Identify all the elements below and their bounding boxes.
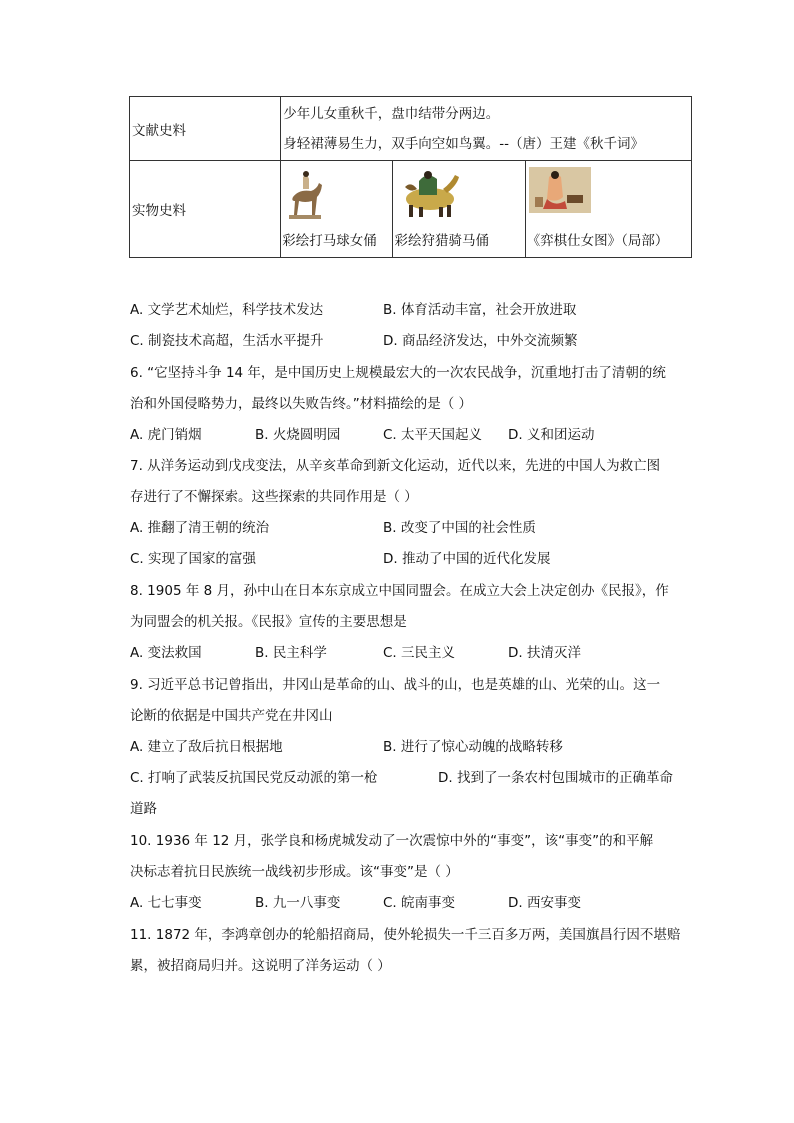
q10-option-b: B. 九一八事变 <box>255 895 341 911</box>
q6-option-b: B. 火烧圆明园 <box>255 427 341 443</box>
q7-option-b: B. 改变了中国的社会性质 <box>383 520 536 536</box>
q5-option-c: C. 制瓷技术高超，生活水平提升 <box>130 333 324 349</box>
q6-stem-line1: 6. “它坚持斗争 14 年，是中国历史上规模最宏大的一次农民战争，沉重地打击了清朝的统 <box>130 365 666 381</box>
poem-line: 少年儿女重秋千，盘巾结带分两边。 <box>283 105 500 122</box>
q9-stem-line2: 论断的依据是中国共产党在井冈山 <box>130 708 333 724</box>
row-label: 文献史料 <box>130 97 281 161</box>
q8-option-b: B. 民主科学 <box>255 645 327 661</box>
q9-option-d: D. 找到了一条农村包围城市的正确革命 <box>438 770 673 786</box>
q9-option-a: A. 建立了敌后抗日根据地 <box>130 739 283 755</box>
poem-line: 身轻裙薄易生力，双手向空如鸟翼。--（唐）王建《秋千词》 <box>283 135 645 152</box>
q5-option-b: B. 体育活动丰富，社会开放进取 <box>383 302 577 318</box>
q8-option-a: A. 变法救国 <box>130 645 202 661</box>
q7-option-d: D. 推动了中国的近代化发展 <box>383 551 551 567</box>
q5-option-d: D. 商品经济发达，中外交流频繁 <box>383 333 578 349</box>
table-row <box>130 161 692 258</box>
painting-excerpt-image <box>529 167 591 213</box>
q11-stem-line2: 累，被招商局归并。这说明了洋务运动（ ） <box>130 958 391 974</box>
q6-option-c: C. 太平天国起义 <box>383 427 483 443</box>
q8-option-d: D. 扶清灭洋 <box>508 645 581 661</box>
q5-option-a: A. 文学艺术灿烂，科学技术发达 <box>130 302 324 318</box>
artifact-caption: 彩绘打马球女俑 <box>282 233 377 249</box>
artifact-caption: 彩绘狩猎骑马俑 <box>394 233 489 249</box>
q9-option-d-continued: 道路 <box>130 801 157 817</box>
q10-option-c: C. 皖南事变 <box>383 895 456 911</box>
q7-option-c: C. 实现了国家的富强 <box>130 551 257 567</box>
q7-stem-line1: 7. 从洋务运动到戊戌变法，从辛亥革命到新文化运动，近代以来，先进的中国人为救亡图 <box>130 458 661 474</box>
q10-option-d: D. 西安事变 <box>508 895 581 911</box>
hunting-horse-figurine-image <box>397 167 463 221</box>
q6-option-d: D. 义和团运动 <box>508 427 595 443</box>
poem-cell <box>281 97 692 161</box>
source-table <box>129 96 692 258</box>
artifact-caption: 《弈棋仕女图》（局部） <box>526 233 669 249</box>
table-row <box>130 97 692 161</box>
q7-option-a: A. 推翻了清王朝的统治 <box>130 520 270 536</box>
q10-stem-line1: 10. 1936 年 12 月，张学良和杨虎城发动了一次震惊中外的“事变”，该“事变”的和平解 <box>130 833 654 849</box>
polo-horse-figurine-image <box>285 167 325 221</box>
q10-option-a: A. 七七事变 <box>130 895 202 911</box>
artifact-cell <box>281 161 393 258</box>
q11-stem-line1: 11. 1872 年，李鸿章创办的轮船招商局，使外轮损失一千三百多万两，美国旗昌行因不堪赔 <box>130 927 681 943</box>
q9-stem-line1: 9. 习近平总书记曾指出，井冈山是革命的山、战斗的山，也是英雄的山、光荣的山。这一 <box>130 677 661 693</box>
q9-option-c: C. 打响了武装反抗国民党反动派的第一枪 <box>130 770 378 786</box>
q6-stem-line2: 治和外国侵略势力，最终以失败告终。”材料描绘的是（ ） <box>130 396 473 412</box>
artifact-cell <box>525 161 691 258</box>
q8-stem-line1: 8. 1905 年 8 月，孙中山在日本东京成立中国同盟会。在成立大会上决定创办《民报》，作 <box>130 583 669 599</box>
q10-stem-line2: 决标志着抗日民族统一战线初步形成。该“事变”是（ ） <box>130 864 459 880</box>
artifact-cell <box>393 161 525 258</box>
row-label: 实物史料 <box>130 161 281 258</box>
q6-option-a: A. 虎门销烟 <box>130 427 202 443</box>
q7-stem-line2: 存进行了不懈探索。这些探索的共同作用是（ ） <box>130 489 418 505</box>
q8-option-c: C. 三民主义 <box>383 645 456 661</box>
q8-stem-line2: 为同盟会的机关报。《民报》宣传的主要思想是 <box>130 614 407 630</box>
q9-option-b: B. 进行了惊心动魄的战略转移 <box>383 739 563 755</box>
